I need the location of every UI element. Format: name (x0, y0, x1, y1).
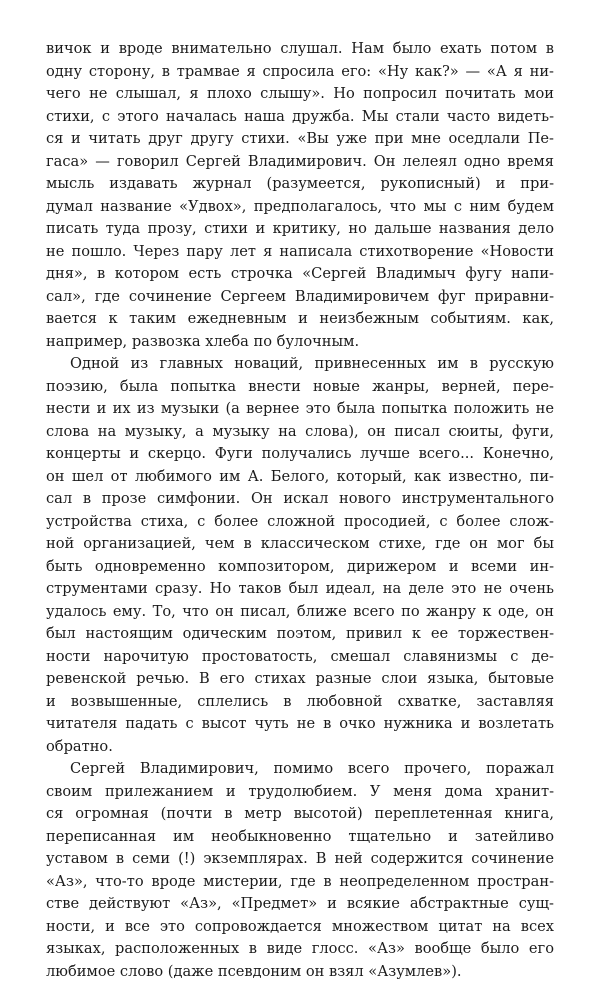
text-line: слова на музыку, а музыку на слова), он писал сюиты, фуги, (46, 421, 554, 444)
text-line: думал название «Удвох», предполагалось, что мы с ним будем (46, 196, 554, 219)
text-line: он шел от любимого им А. Белого, который, как известно, пи- (46, 466, 554, 489)
text-line: читателя падать с высот чуть не в очко нужника и возлетать (46, 713, 554, 736)
text-line: струментами сразу. Но таков был идеал, на деле это не очень (46, 578, 554, 601)
text-line: вичок и вроде внимательно слушал. Нам было ехать потом в (46, 38, 554, 61)
text-line: стве действуют «Аз», «Предмет» и всякие абстрактные сущ- (46, 893, 554, 916)
text-line: концерты и скерцо. Фуги получались лучше всего... Конечно, (46, 443, 554, 466)
page-text (46, 38, 554, 983)
text-line: ной организацией, чем в классическом стихе, где он мог бы (46, 533, 554, 556)
text-line: переписанная им необыкновенно тщательно и затейливо (46, 826, 554, 849)
text-line: например, развозка хлеба по булочным. (46, 331, 554, 354)
text-line: удалось ему. То, что он писал, ближе всего по жанру к оде, он (46, 601, 554, 624)
text-line: писать туда прозу, стихи и критику, но дальше названия дело (46, 218, 554, 241)
text-line: ревенской речью. В его стихах разные слои языка, бытовые (46, 668, 554, 691)
text-line: любимое слово (даже псевдоним он взял «Азумлев»). (46, 961, 554, 983)
text-line: был настоящим одическим поэтом, привил к ее торжествен- (46, 623, 554, 646)
text-line: устройства стиха, с более сложной просодией, с более слож- (46, 511, 554, 534)
text-line: одну сторону, в трамвае я спросила его: «Ну как?» — «А я ни- (46, 61, 554, 84)
text-line: Сергей Владимирович, помимо всего прочего, поражал (46, 758, 554, 781)
text-line: ности нарочитую простоватость, смешал славянизмы с де- (46, 646, 554, 669)
text-line: ся и читать друг другу стихи. «Вы уже при мне оседлали Пе- (46, 128, 554, 151)
text-line: языках, расположенных в виде глосс. «Аз» вообще было его (46, 938, 554, 961)
text-line: мысль издавать журнал (разумеется, рукописный) и при- (46, 173, 554, 196)
text-line: «Аз», что-то вроде мистерии, где в неопределенном простран- (46, 871, 554, 894)
text-line: сал в прозе симфонии. Он искал нового инструментального (46, 488, 554, 511)
text-line: стихи, с этого началась наша дружба. Мы стали часто видеть- (46, 106, 554, 129)
text-line: обратно. (46, 736, 554, 759)
text-line: ся огромная (почти в метр высотой) переплетенная книга, (46, 803, 554, 826)
text-line: Одной из главных новаций, привнесенных им в русскую (46, 353, 554, 376)
text-line: и возвышенные, сплелись в любовной схватке, заставляя (46, 691, 554, 714)
text-line: своим прилежанием и трудолюбием. У меня дома хранит- (46, 781, 554, 804)
text-line: сал», где сочинение Сергеем Владимировичем фуг приравни- (46, 286, 554, 309)
text-line: гаса» — говорил Сергей Владимирович. Он лелеял одно время (46, 151, 554, 174)
text-line: нести и их из музыки (а вернее это была попытка положить не (46, 398, 554, 421)
text-line: поэзию, была попытка внести новые жанры, верней, пере- (46, 376, 554, 399)
text-line: уставом в семи (!) экземплярах. В ней содержится сочинение (46, 848, 554, 871)
text-line: вается к таким ежедневным и неизбежным событиям. как, (46, 308, 554, 331)
paragraph-1 (46, 38, 554, 353)
paragraph-2 (46, 353, 554, 758)
text-line: чего не слышал, я плохо слышу». Но попросил почитать мои (46, 83, 554, 106)
text-line: ности, и все это сопровождается множеством цитат на всех (46, 916, 554, 939)
text-line: быть одновременно композитором, дирижером и всеми ин- (46, 556, 554, 579)
text-line: дня», в котором есть строчка «Сергей Владимыч фугу напи- (46, 263, 554, 286)
text-line: не пошло. Через пару лет я написала стихотворение «Новости (46, 241, 554, 264)
paragraph-3 (46, 758, 554, 983)
